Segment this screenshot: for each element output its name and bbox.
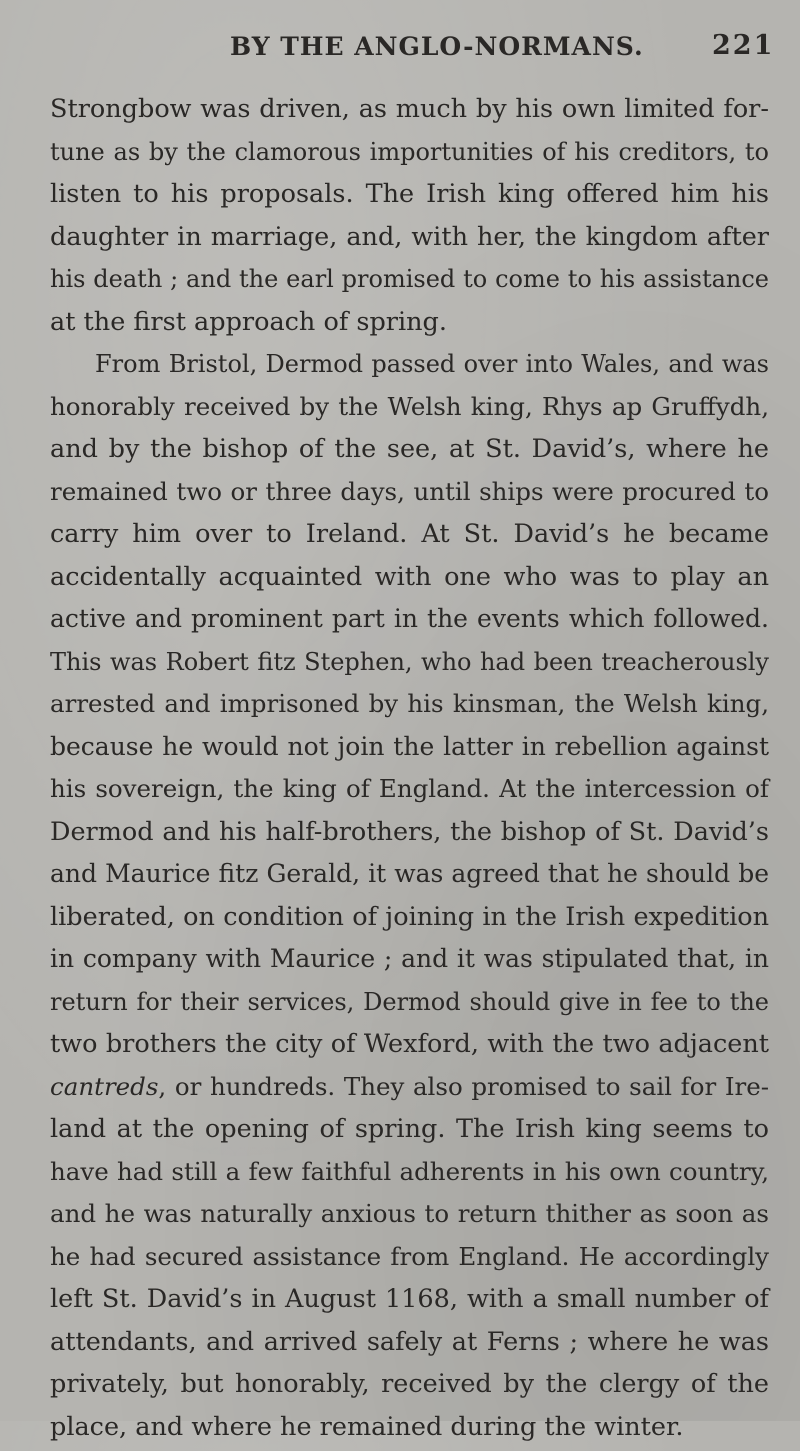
text-line: because he would not join the latter in rebellion against: [50, 731, 769, 761]
text-line: Strongbow was driven, as much by his own limited for-: [50, 94, 769, 124]
text-line: remained two or three days, until ships were procured to: [50, 476, 769, 506]
text-line: From Bristol, Dermod passed over into Wales, and was: [95, 350, 769, 378]
text-line: in company with Maurice ; and it was stipulated that, in: [50, 944, 769, 973]
text-line: privately, but honorably, received by the clergy of the: [50, 1369, 769, 1399]
text-line: listen to his proposals. The Irish king offered him his: [50, 179, 769, 209]
text-line: and he was naturally anxious to return thither as soon as: [50, 1199, 769, 1228]
text-line: tune as by the clamorous importunities of his creditors, to: [50, 137, 769, 166]
text-line: two brothers the city of Wexford, with the two adjacent: [50, 1029, 769, 1059]
text-line: and Maurice fitz Gerald, it was agreed that he should be: [50, 859, 769, 888]
text-line: honorably received by the Welsh king, Rhys ap Gruffydh,: [50, 391, 769, 421]
text-line: arrested and imprisoned by his kinsman, the Welsh king,: [50, 689, 769, 718]
text-line: carry him over to Ireland. At St. David’s he became: [50, 519, 769, 549]
text-line: attendants, and arrived safely at Ferns ; where he was: [50, 1326, 769, 1357]
text-line: This was Robert fitz Stephen, who had been treacherously: [50, 647, 769, 676]
text-line: return for their services, Dermod should give in fee to the: [50, 987, 769, 1016]
text-line: daughter in marriage, and, with her, the kingdom after: [50, 221, 769, 252]
running-head: [0, 30, 800, 70]
text-line: land at the opening of spring. The Irish king seems to: [50, 1114, 769, 1144]
text-line: he had secured assistance from England. He accordingly: [50, 1241, 769, 1271]
text-line: active and prominent part in the events which followed.: [50, 604, 769, 633]
page-number: 221: [712, 30, 775, 61]
text-line: and by the bishop of the see, at St. David’s, where he: [50, 434, 769, 464]
text-line: left St. David’s in August 1168, with a small number of: [50, 1284, 769, 1314]
text-line: at the first approach of spring.: [50, 306, 447, 337]
italic-term: cantreds: [50, 1071, 159, 1101]
text-line: liberated, on condition of joining in the Irish expedition: [50, 901, 769, 932]
text-line: have had still a few faithful adherents in his own country,: [50, 1156, 769, 1186]
text-line: accidentally acquainted with one who was to play an: [50, 561, 769, 592]
running-head-title: BY THE ANGLO-NORMANS.: [230, 32, 644, 61]
text-line: his death ; and the earl promised to come to his assistance: [50, 265, 769, 293]
text-line: place, and where he remained during the winter.: [50, 1411, 684, 1442]
text-line: Dermod and his half-brothers, the bishop of St. David’s: [50, 816, 769, 847]
text-line: his sovereign, the king of England. At the intercession of: [50, 774, 769, 803]
text-line: cantreds, or hundreds. They also promised to sail for Ire-: [50, 1071, 769, 1101]
